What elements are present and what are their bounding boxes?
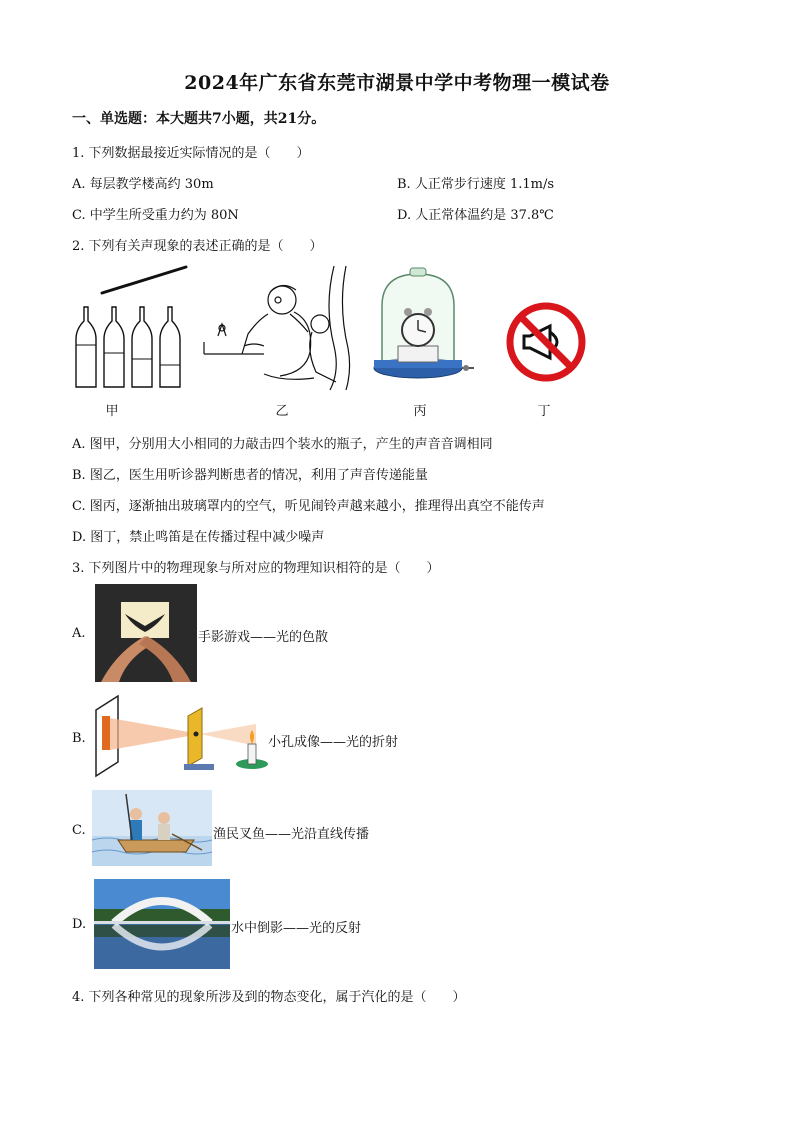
question-2-option-a: A. 图甲，分别用大小相同的力敲击四个装水的瓶子，产生的声音音调相同 bbox=[72, 437, 493, 452]
question-3-stem: 3. 下列图片中的物理现象与所对应的物理知识相符的是（ ） bbox=[72, 561, 440, 576]
question-3-option-a-letter: A. bbox=[72, 626, 86, 641]
bottles-figure bbox=[74, 265, 189, 390]
question-2-option-b: B. 图乙，医生用听诊器判断患者的情况，利用了声音传递能量 bbox=[72, 468, 428, 483]
figure-label-jia: 甲 bbox=[105, 404, 119, 419]
question-1-option-a: A. 每层教学楼高约 30m bbox=[72, 177, 214, 192]
question-3-option-a-caption: 手影游戏——光的色散 bbox=[198, 630, 329, 645]
question-3-option-c-letter: C. bbox=[72, 823, 86, 838]
bridge-reflection-photo bbox=[94, 879, 230, 969]
question-1-option-c: C. 中学生所受重力约为 80N bbox=[72, 208, 239, 223]
figure-label-bing: 丙 bbox=[413, 404, 427, 419]
section-heading: 一、单选题：本大题共7小题，共21分。 bbox=[72, 111, 326, 127]
hand-shadow-photo bbox=[95, 584, 197, 682]
question-3-option-c-caption: 渔民叉鱼——光沿直线传播 bbox=[213, 827, 370, 842]
question-4-stem: 4. 下列各种常见的现象所涉及到的物态变化，属于汽化的是（ ） bbox=[72, 990, 466, 1005]
question-3-option-d-letter: D. bbox=[72, 917, 87, 932]
question-3-option-b-letter: B. bbox=[72, 731, 86, 746]
question-3-option-d-caption: 水中倒影——光的反射 bbox=[231, 921, 362, 936]
no-horn-sign-icon bbox=[506, 302, 586, 382]
stethoscope-doctor-figure bbox=[204, 266, 354, 390]
question-2-option-c: C. 图丙，逐渐抽出玻璃罩内的空气，听见闹铃声越来越小，推理得出真空不能传声 bbox=[72, 499, 545, 514]
pinhole-imaging-diagram bbox=[92, 694, 268, 780]
figure-label-yi: 乙 bbox=[275, 404, 289, 419]
figure-label-ding: 丁 bbox=[537, 404, 551, 419]
question-2-stem: 2. 下列有关声现象的表述正确的是（ ） bbox=[72, 239, 323, 254]
question-1-stem: 1. 下列数据最接近实际情况的是（ ） bbox=[72, 146, 310, 161]
question-3-option-b-caption: 小孔成像——光的折射 bbox=[268, 735, 399, 750]
question-2-option-d: D. 图丁，禁止鸣笛是在传播过程中减少噪声 bbox=[72, 530, 325, 545]
question-1-option-b: B. 人正常步行速度 1.1m/s bbox=[397, 177, 555, 192]
spear-fishing-picture bbox=[92, 790, 212, 866]
question-1-option-d: D. 人正常体温约是 37.8℃ bbox=[397, 208, 554, 223]
bell-jar-figure bbox=[372, 268, 478, 386]
page-title: 2024年广东省东莞市湖景中学中考物理一模试卷 bbox=[184, 72, 610, 94]
